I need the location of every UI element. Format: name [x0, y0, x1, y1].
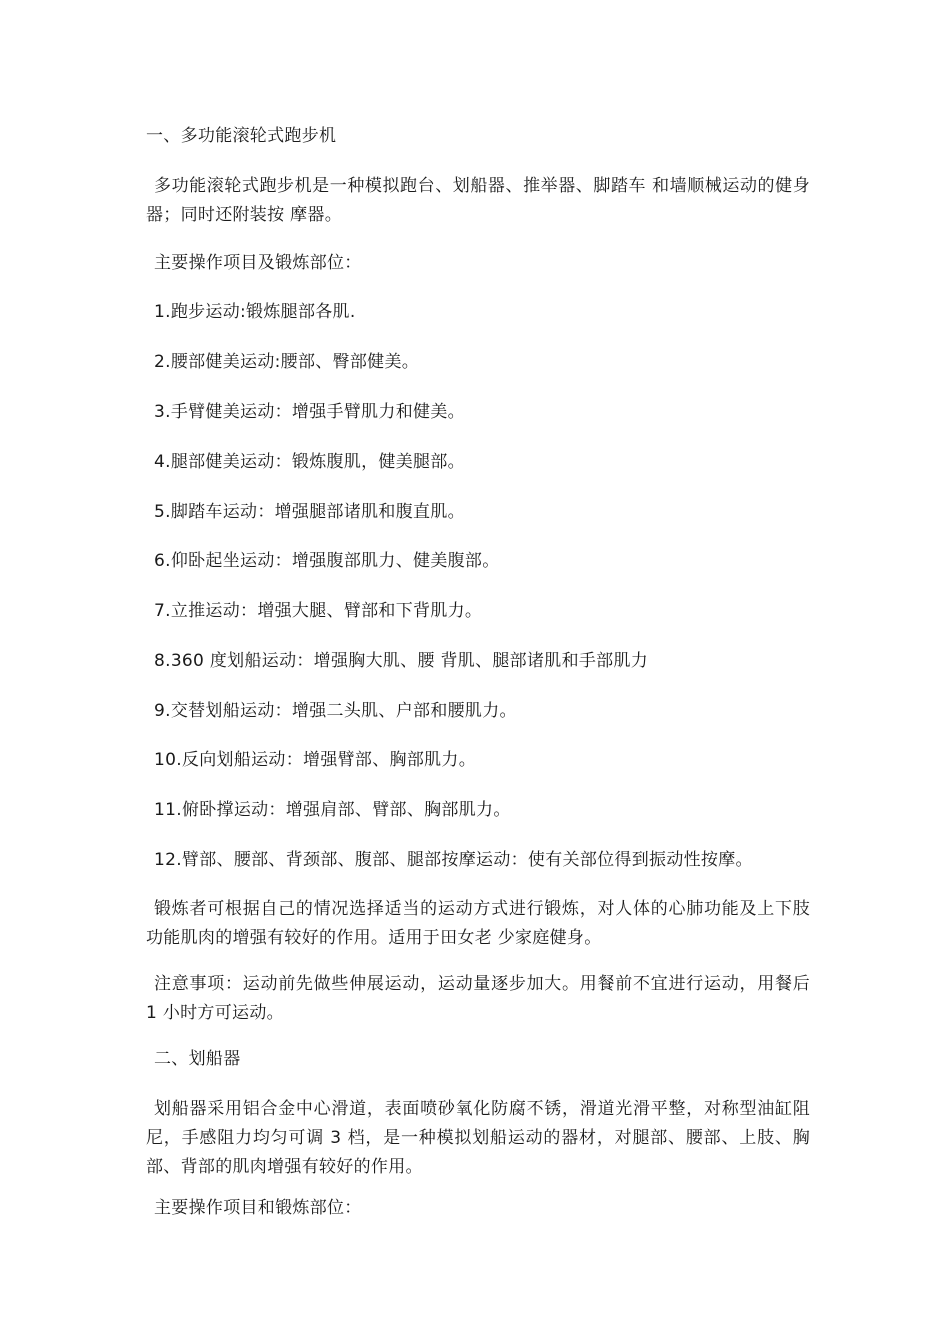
- list-item-9: 9.交替划船运动：增强二头肌、户部和腰肌力。: [154, 701, 517, 721]
- list-item-8: 8.360 度划船运动：增强胸大肌、腰 背肌、腿部诸肌和手部肌力: [154, 651, 649, 671]
- list-item-3: 3.手臂健美运动：增强手臂肌力和健美。: [154, 402, 465, 422]
- list-item-2: 2.腰部健美运动:腰部、臀部健美。: [154, 352, 420, 372]
- list-item-7: 7.立推运动：增强大腿、臂部和下背肌力。: [154, 601, 483, 621]
- list-item-5: 5.脚踏车运动：增强腿部诸肌和腹直肌。: [154, 502, 465, 522]
- usage-paragraph: 锻炼者可根据自己的情况选择适当的运动方式进行锻炼，对人体的心肺功能及上下肢功能肌肉的增强有较好的作用。适用于田女老 少家庭健身。: [146, 899, 810, 948]
- notes-paragraph: 注意事项：运动前先做些伸展运动，运动量逐步加大。用餐前不宜进行运动，用餐后 1 小时方可运动。: [146, 974, 810, 1023]
- list-item-10: 10.反向划船运动：增强臂部、胸部肌力。: [154, 750, 477, 770]
- section-heading-2: 二、划船器: [154, 1049, 241, 1069]
- section-heading-1: 一、多功能滚轮式跑步机: [146, 126, 337, 146]
- list-item-4: 4.腿部健美运动：锻炼腹肌，健美腿部。: [154, 452, 465, 472]
- intro-paragraph: 多功能滚轮式跑步机是一种模拟跑台、划船器、推举器、脚踏车 和墙顺械运动的健身器；同时还附装按 摩器。: [146, 176, 810, 225]
- list-item-12: 12.臂部、腰部、背颈部、腹部、腿部按摩运动：使有关部位得到振动性按摩。: [154, 850, 753, 870]
- operations-heading: 主要操作项目及锻炼部位：: [154, 253, 362, 273]
- list-item-1: 1.跑步运动:锻炼腿部各肌.: [154, 302, 356, 322]
- rowing-paragraph: 划船器采用铝合金中心滑道，表面喷砂氧化防腐不锈，滑道光滑平整，对称型油缸阻尼，手感阻力均匀可调 3 档，是一种模拟划船运动的器材，对腿部、腰部、上肢、胸部、背部的肌肉增强有较好的作用。: [146, 1099, 810, 1177]
- list-item-6: 6.仰卧起坐运动：增强腹部肌力、健美腹部。: [154, 551, 500, 571]
- rowing-operations-heading: 主要操作项目和锻炼部位：: [154, 1198, 362, 1218]
- list-item-11: 11.俯卧撑运动：增强肩部、臂部、胸部肌力。: [154, 800, 511, 820]
